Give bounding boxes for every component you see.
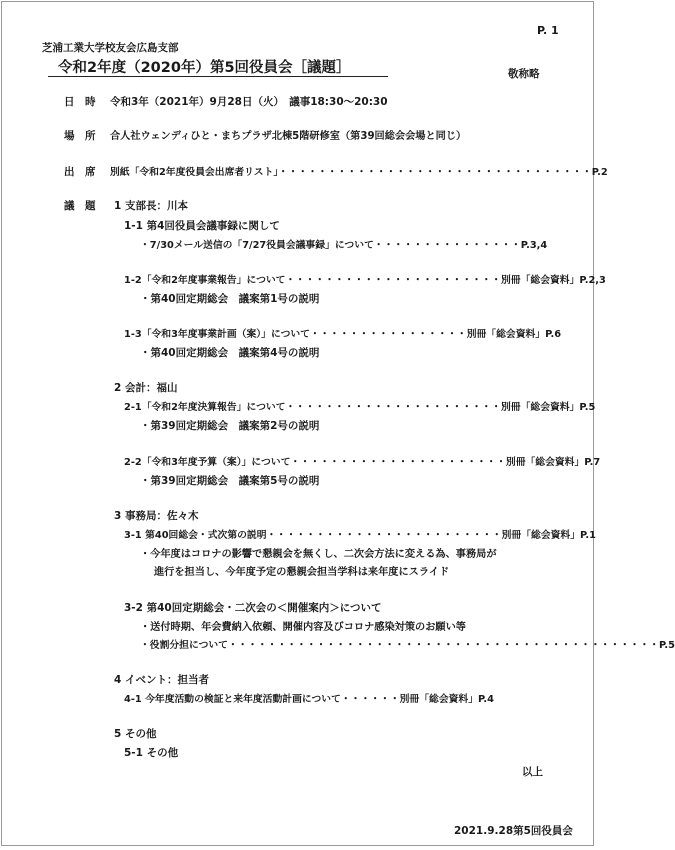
section-5-heading: 5 その他	[114, 728, 157, 740]
item-3-2: 3-2 第40回定期総会・二次会の＜開催案内＞について	[124, 602, 382, 614]
item-3-2-detail-2: ・役割分担について・・・・・・・・・・・・・・・・・・・・・・・・・・・・・・・・・・・・・・・・・・・・P.5	[140, 640, 675, 651]
attendance-label: 出 席	[64, 166, 96, 178]
section-3-heading: 3 事務局：佐々木	[114, 510, 199, 522]
item-3-1: 3-1 第40回総会・式次第の説明・・・・・・・・・・・・・・・・・・・・・・・・別冊「総会資料」P.1	[124, 530, 596, 541]
attendance-value: 別紙「令和2年度役員会出席者リスト」・・・・・・・・・・・・・・・・・・・・・・・・・・・・・・・・P.2	[110, 167, 608, 178]
end-mark: 以上	[522, 766, 543, 778]
honorific-note: 敬称略	[508, 68, 540, 80]
item-4-1: 4-1 今年度活動の検証と来年度活動計画について・・・・・・別冊「総会資料」P.4	[124, 694, 494, 705]
item-1-1-detail: ・7/30メール送信の「7/27役員会議事録」について・・・・・・・・・・・・・・・P.3,4	[140, 240, 548, 251]
document-title: 令和2年度（2020年）第5回役員会［議題］	[58, 60, 351, 76]
item-1-2: 1-2「令和2年度事業報告」について・・・・・・・・・・・・・・・・・・・・・・別冊「総会資料」P.2,3	[124, 275, 606, 286]
page-number: P. 1	[537, 24, 559, 37]
section-2-heading: 2 会計：福山	[114, 382, 178, 394]
agenda-label: 議 題	[64, 200, 96, 212]
date-value: 令和3年（2021年）9月28日（火） 議事18:30～20:30	[110, 96, 388, 108]
item-1-3-detail: ・第40回定期総会 議案第4号の説明	[140, 347, 320, 359]
item-2-2-detail: ・第39回定期総会 議案第5号の説明	[140, 475, 320, 487]
item-5-1: 5-1 その他	[124, 747, 179, 759]
item-3-2-detail-1: ・送付時期、年会費納入依頼、開催内容及びコロナ感染対策のお願い等	[140, 622, 466, 633]
date-label: 日 時	[64, 96, 96, 108]
item-2-2: 2-2「令和3年度予算（案）」について・・・・・・・・・・・・・・・・・・・・・・別冊「総会資料」P.7	[124, 457, 601, 468]
item-1-1: 1-1 第4回役員会議事録に関して	[124, 220, 280, 232]
organization-name: 芝浦工業大学校友会広島支部	[42, 42, 179, 54]
item-3-1-detail-1: ・今年度はコロナの影響で懇親会を無くし、二次会方法に変える為、事務局が	[140, 549, 497, 560]
place-label: 場 所	[64, 130, 96, 142]
document-page	[1, 1, 675, 846]
item-2-1: 2-1「令和2年度決算報告」について・・・・・・・・・・・・・・・・・・・・・・別冊「総会資料」P.5	[124, 402, 596, 413]
item-2-1-detail: ・第39回定期総会 議案第2号の説明	[140, 420, 320, 432]
section-1-heading: 1 支部長：川本	[114, 200, 188, 212]
item-1-3: 1-3「令和3年度事業計画（案）」について・・・・・・・・・・・・・・・・別冊「総会資料」P.6	[124, 329, 562, 340]
item-3-1-detail-2: 進行を担当し、今年度予定の懇親会担当学科は来年度にスライド	[154, 567, 450, 578]
meeting-reference: 2021.9.28第5回役員会	[454, 825, 573, 837]
section-4-heading: 4 イベント：担当者	[114, 674, 209, 686]
place-value: 合人社ウェンディひと・まちプラザ北棟5階研修室（第39回総会会場と同じ）	[110, 131, 467, 142]
title-underline	[48, 76, 388, 77]
item-1-2-detail: ・第40回定期総会 議案第1号の説明	[140, 293, 320, 305]
